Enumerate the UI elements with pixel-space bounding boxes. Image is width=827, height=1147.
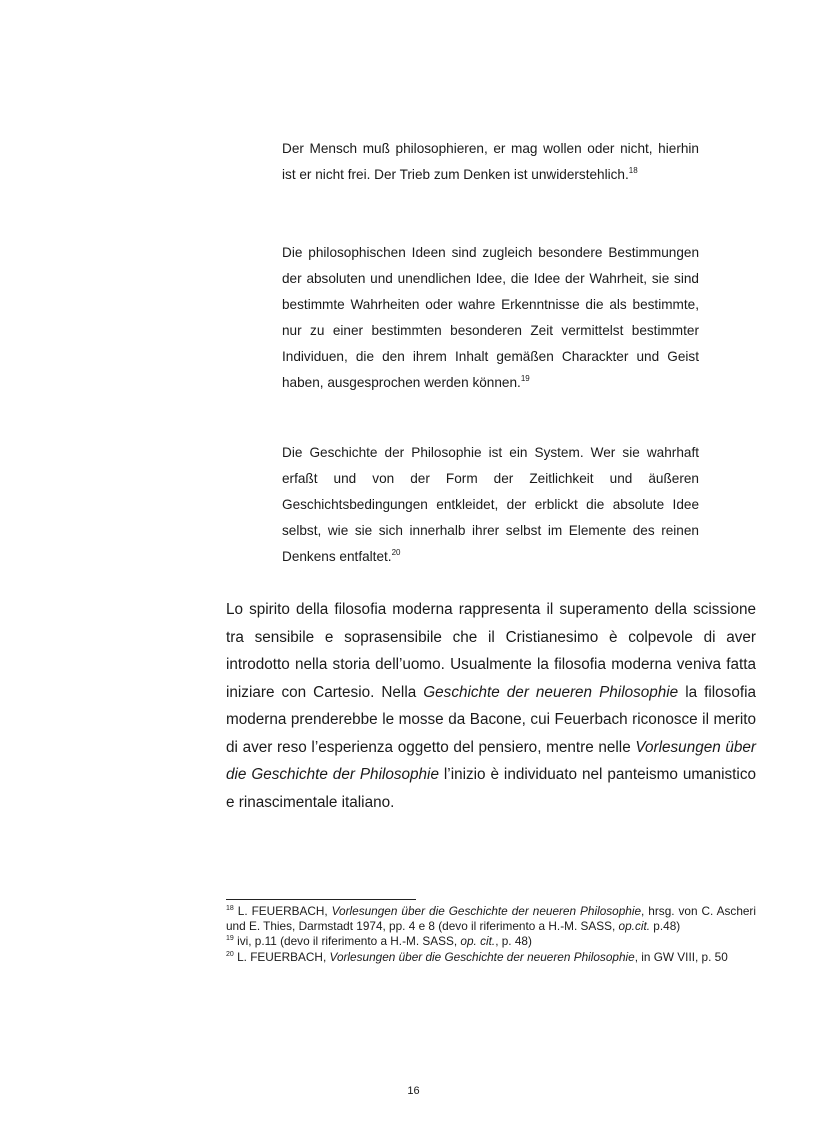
- footnote-text: ivi, p.11 (devo il riferimento a H.-M. SASS,: [233, 934, 461, 949]
- footnote-text: L. FEUERBACH,: [233, 904, 332, 918]
- block-quote-1: [282, 136, 699, 188]
- quote-1-text: Der Mensch muß philosophieren, er mag wollen oder nicht, hierhin ist er nicht frei. Der Trieb zum Denken ist unwiderstehlich.: [282, 141, 699, 182]
- footnotes: [226, 904, 756, 965]
- footnote-text: , hrsg. von C. Ascheri und E. Thies, Darmstadt 1974, pp. 4 e 8 (devo il riferimento a H.-M. SASS,: [226, 904, 756, 934]
- body-paragraph: [226, 596, 756, 816]
- block-quote-2: [282, 240, 699, 396]
- quote-2-text: Die philosophischen Ideen sind zugleich besondere Bestimmungen der absoluten und unendlichen Idee, die Idee der Wahrheit, sie sind bestimmte Wahrheiten oder wahre Erkenntnisse die als bestimmte, nur zu einer bestimmten besonderen Zeit vermittelst bestimmter Individuen, die den ihrem Inhalt gemäßen Charackter und Geist haben, ausgesprochen werden können.: [282, 245, 699, 390]
- footnote-text: , in GW VIII, p. 50: [634, 949, 728, 964]
- body-title-geschichte: Geschichte der neueren Philosophie: [423, 683, 679, 701]
- footnote-number: 20: [226, 950, 234, 958]
- footnote-title: op. cit.: [460, 934, 496, 949]
- block-quote-3: [282, 440, 699, 570]
- body-part-3: l’inizio è individuato nel panteismo umanistico e rinascimentale italiano.: [226, 766, 756, 811]
- footnote-title: Vorlesungen über die Geschichte der neueren Philosophie: [329, 949, 635, 964]
- footnote-ref-19[interactable]: 19: [520, 374, 530, 383]
- body-part-2: la filosofia moderna prenderebbe le mosse da Bacone, cui Feuerbach riconosce il merito di aver reso l’esperienza oggetto del pensiero, mentre nelle: [226, 683, 756, 756]
- footnote-text: L. FEUERBACH,: [233, 949, 330, 964]
- footnote-18: [226, 904, 756, 934]
- footnote-title: Vorlesungen über die Geschichte der neueren Philosophie: [331, 904, 642, 918]
- footnote-20: [226, 950, 756, 965]
- footnote-ref-20[interactable]: 20: [391, 548, 401, 557]
- page-number: 16: [407, 1085, 420, 1097]
- body-part-1: Lo spirito della filosofia moderna rappresenta il superamento della scissione tra sensibile e soprasensibile che il Cristianesimo è colpevole di aver introdotto nella storia dell’uomo. Usualmente la filosofia moderna veniva fatta iniziare con Cartesio. Nella: [226, 601, 756, 701]
- footnote-title: op.cit.: [618, 919, 651, 934]
- footnote-separator: [226, 899, 416, 900]
- footnote-number: 18: [226, 905, 234, 912]
- footnote-text: p.48): [650, 919, 681, 934]
- footnote-text: , p. 48): [495, 934, 532, 949]
- footnote-number: 19: [226, 935, 234, 943]
- footnote-ref-18[interactable]: 18: [628, 166, 638, 175]
- body-title-vorlesungen: Vorlesungen über die Geschichte der Philosophie: [226, 738, 757, 783]
- footnote-19: [226, 934, 756, 949]
- quote-3-text: Die Geschichte der Philosophie ist ein System. Wer sie wahrhaft erfaßt und von der Form der Zeitlichkeit und äußeren Geschichtsbedingungen entkleidet, der erblickt die absolute Idee selbst, wie sie sich innerhalb ihrer selbst im Elemente des reinen Denkens entfaltet.: [282, 445, 699, 564]
